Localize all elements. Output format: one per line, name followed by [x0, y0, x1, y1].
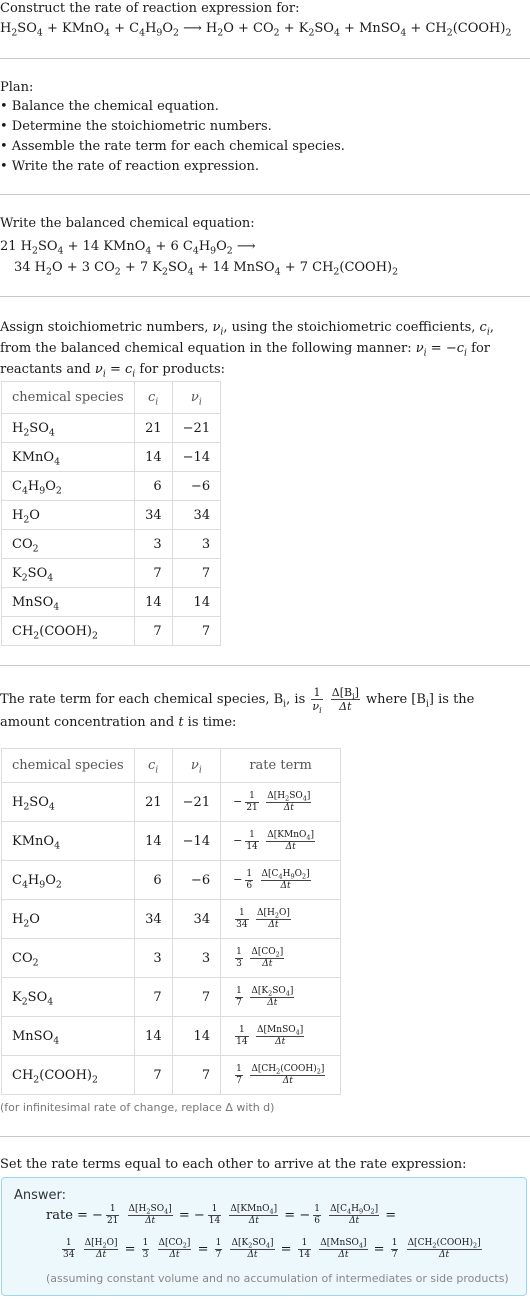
table-row: [2, 1056, 341, 1095]
coefficient-cell: 21: [134, 783, 172, 822]
column-header: rate term: [221, 749, 341, 783]
table-row: [2, 443, 221, 472]
species-cell: $CO_2$: [2, 939, 135, 978]
coefficient-cell: 34: [134, 900, 172, 939]
stoich-number-cell: −14: [172, 822, 220, 861]
table-row: [2, 530, 221, 559]
stoich-number-cell: 7: [172, 978, 220, 1017]
divider: [0, 194, 530, 195]
species-cell: $K_2SO_4$: [2, 559, 135, 588]
table-row: [2, 501, 221, 530]
plan-step: • Balance the chemical equation.: [0, 99, 219, 114]
stoich-number-cell: 7: [172, 1056, 220, 1095]
stoich-number-cell: 3: [172, 530, 220, 559]
species-cell: $CH_2(COOH)_2$: [2, 617, 135, 646]
species-cell: $H_2O$: [2, 900, 135, 939]
species-cell: $C_4H_9O_2$: [2, 472, 135, 501]
table-row: [2, 822, 341, 861]
coefficient-cell: 21: [134, 414, 172, 443]
species-cell: $C_4H_9O_2$: [2, 861, 135, 900]
table-row: [2, 939, 341, 978]
coefficient-cell: 14: [134, 443, 172, 472]
divider: [0, 1136, 530, 1137]
stoich-table: [1, 381, 221, 646]
divider: [0, 296, 530, 297]
rate-table: [1, 748, 341, 1095]
species-cell: $K_2SO_4$: [2, 978, 135, 1017]
plan-heading: Plan:: [0, 80, 34, 95]
infinitesimal-note: (for infinitesimal rate of change, replace Δ with d): [0, 1101, 275, 1114]
coefficient-cell: 14: [134, 1017, 172, 1056]
table-row: [2, 617, 221, 646]
answer-label: Answer:: [14, 1188, 67, 1203]
species-cell: MnSO$_4$: [2, 1017, 135, 1056]
coefficient-cell: 7: [134, 978, 172, 1017]
balanced-equation-line-1: 21 $H_2SO_4 + 14$ KMnO$_4$ + 6 $C_4H_9O_2$ ⟶: [0, 239, 256, 257]
rate-expression-line-1: rate = − $\frac{1}{21}$ $\frac{\Delta[H_2SO_4]}{\Delta t}$ = − $\frac{1}{14}$ $\frac{\Delta[KMnO_4]}{\Delta t}$ = − $\frac{1}{6}$ $\frac{\Delta[C_4H_9O_2]}{\Delta t}$ =: [46, 1204, 397, 1226]
answer-box: [1, 1177, 527, 1296]
species-cell: KMnO$_4$: [2, 822, 135, 861]
stoich-number-cell: 3: [172, 939, 220, 978]
rate-expression-line-2: $\frac{1}{34}$ $\frac{\Delta[H_2O]}{\Delta t}$ = $\frac{1}{3}$ $\frac{\Delta[CO_2]}{\Delta t}$ = $\frac{1}{7}$ $\frac{\Delta[K_2SO_4]}{\Delta t}$ = $\frac{1}{14}$ $\frac{\Delta[MnSO_4]}{\Delta t}$ = $\frac{1}{7}$ $\frac{\Delta[CH_2(COOH)_2]}{\Delta t}$: [63, 1238, 481, 1260]
plan-step: • Determine the stoichiometric numbers.: [0, 119, 272, 134]
final-intro: Set the rate terms equal to each other to arrive at the rate expression:: [0, 1157, 467, 1172]
rate-term-cell: $\frac{1}{34}$ $\frac{\Delta[H_2O]}{\Delta t}$: [221, 900, 341, 939]
table-row: [2, 783, 341, 822]
rate-term-cell: $\frac{1}{7}$ $\frac{\Delta[CH_2(COOH)_2]}{\Delta t}$: [221, 1056, 341, 1095]
species-cell: $H_2SO_4$: [2, 783, 135, 822]
divider: [0, 58, 530, 59]
column-header: chemical species: [2, 382, 135, 414]
stoich-number-cell: −6: [172, 861, 220, 900]
stoich-number-cell: 7: [172, 559, 220, 588]
divider: [0, 665, 530, 666]
table-row: [2, 900, 341, 939]
species-cell: $H_2SO_4$: [2, 414, 135, 443]
stoich-number-cell: −21: [172, 783, 220, 822]
coefficient-cell: 3: [134, 939, 172, 978]
rate-term-cell: − $\frac{1}{21}$ $\frac{\Delta[H_2SO_4]}{\Delta t}$: [221, 783, 341, 822]
plan-step: • Write the rate of reaction expression.: [0, 159, 259, 174]
stoich-intro: Assign stoichiometric numbers, $\nu_i$, using the stoichiometric coefficients, $c_i$, from the balanced chemical equation in the following manner: $\nu_i = -c_i$ for reactants and $\nu_i = c_i$ for products:: [0, 320, 494, 380]
column-header: $c_i$: [134, 749, 172, 783]
column-header: $\nu_i$: [172, 749, 220, 783]
table-row: [2, 472, 221, 501]
species-cell: $CH_2(COOH)_2$: [2, 1056, 135, 1095]
balanced-heading: Write the balanced chemical equation:: [0, 216, 255, 231]
balanced-equation-line-2: 34 $H_2O + 3$ $CO_2 + 7$ $K_2SO_4 + 14$ MnSO$_4$ + 7 $CH_2(COOH)_2$: [14, 260, 399, 278]
coefficient-cell: 7: [134, 559, 172, 588]
coefficient-cell: 3: [134, 530, 172, 559]
coefficient-cell: 6: [134, 861, 172, 900]
rate-term-cell: − $\frac{1}{6}$ $\frac{\Delta[C_4H_9O_2]}{\Delta t}$: [221, 861, 341, 900]
rate-term-cell: $\frac{1}{3}$ $\frac{\Delta[CO_2]}{\Delta t}$: [221, 939, 341, 978]
table-row: [2, 588, 221, 617]
stoich-number-cell: −21: [172, 414, 220, 443]
rate-term-cell: $\frac{1}{14}$ $\frac{\Delta[MnSO_4]}{\Delta t}$: [221, 1017, 341, 1056]
rate-term-cell: $\frac{1}{7}$ $\frac{\Delta[K_2SO_4]}{\Delta t}$: [221, 978, 341, 1017]
coefficient-cell: 14: [134, 588, 172, 617]
table-row: [2, 1017, 341, 1056]
species-cell: KMnO$_4$: [2, 443, 135, 472]
coefficient-cell: 14: [134, 822, 172, 861]
stoich-number-cell: 14: [172, 588, 220, 617]
stoich-number-cell: 7: [172, 617, 220, 646]
species-cell: $CO_2$: [2, 530, 135, 559]
stoich-number-cell: 34: [172, 900, 220, 939]
species-cell: $H_2O$: [2, 501, 135, 530]
stoich-number-cell: 34: [172, 501, 220, 530]
coefficient-cell: 7: [134, 617, 172, 646]
rate-intro: The rate term for each chemical species, $B_i$, is $\frac{1}{\nu_i}$ $\frac{\Delta[B_i]}{\Delta t}$ where $[B_i]$ is the amount concentration and t is time:: [0, 686, 475, 730]
species-cell: MnSO$_4$: [2, 588, 135, 617]
coefficient-cell: 34: [134, 501, 172, 530]
stoich-number-cell: −14: [172, 443, 220, 472]
coefficient-cell: 6: [134, 472, 172, 501]
plan-step: • Assemble the rate term for each chemical species.: [0, 139, 345, 154]
reaction-equation: $H_2SO_4$ + KMnO$_4$ + $C_4H_9O_2$ ⟶ $H_2O + CO_2 + K_2SO_4$ + MnSO$_4$ + $CH_2(COOH)_2$: [0, 21, 512, 39]
page-title: Construct the rate of reaction expression for:: [0, 1, 300, 16]
stoich-number-cell: −6: [172, 472, 220, 501]
table-row: [2, 978, 341, 1017]
stoich-number-cell: 14: [172, 1017, 220, 1056]
column-header: $c_i$: [134, 382, 172, 414]
table-row: [2, 414, 221, 443]
answer-footnote: (assuming constant volume and no accumulation of intermediates or side products): [46, 1272, 509, 1285]
rate-term-cell: − $\frac{1}{14}$ $\frac{\Delta[KMnO_4]}{\Delta t}$: [221, 822, 341, 861]
table-row: [2, 861, 341, 900]
column-header: chemical species: [2, 749, 135, 783]
table-row: [2, 559, 221, 588]
column-header: $\nu_i$: [172, 382, 220, 414]
coefficient-cell: 7: [134, 1056, 172, 1095]
